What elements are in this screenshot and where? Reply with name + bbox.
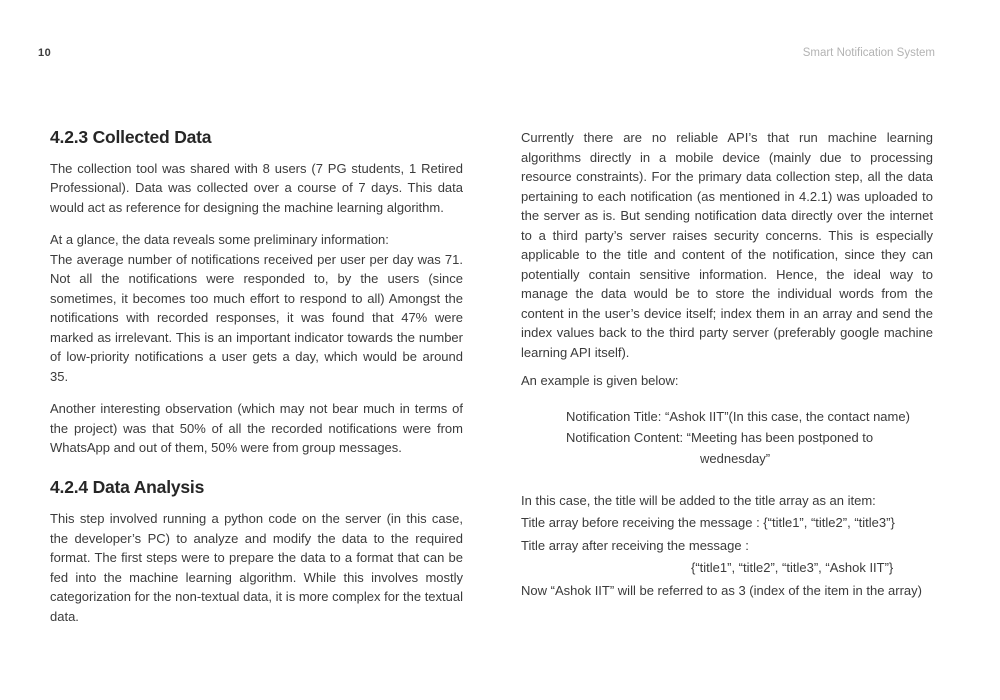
paragraph-whatsapp-observation: Another interesting observation (which may not bear much in terms of the project) was that 50% of all the recorded notifications were from WhatsApp and out of them, 50% were from group messages.: [50, 401, 463, 455]
title-array-before-line: Title array before receiving the message : {“title1”, “title2”, “title3”}: [521, 515, 895, 530]
paragraph-average-notifications: The average number of notifications received per user per day was 71. Not all the notifications were responded to, by the users (since sometimes, it becomes too much effort to respond to all) Amongst the notifications with recorded responses, it was found that 47% were marked as irrelevant. This is an important indicator towards the number of low-priority notifications a user gets a day, which would be around 35.: [50, 251, 463, 384]
title-array-explanation-block: [521, 490, 933, 603]
paragraph-collection-tool: The collection tool was shared with 8 users (7 PG students, 1 Retired Professional). Data was collected over a course of 7 days. This data would act as reference for designing the machine learning algorithm.: [50, 160, 463, 215]
index-reference-note: Now “Ashok IIT” will be referred to as 3 (index of the item in the array): [521, 582, 922, 598]
section-heading-collected-data: 4.2.3 Collected Data: [50, 127, 212, 147]
section-heading-data-analysis: 4.2.4 Data Analysis: [50, 476, 205, 497]
paragraph-example-intro: An example is given below:: [521, 373, 679, 388]
right-column: [521, 128, 933, 639]
notification-example-block: [566, 406, 933, 469]
case-explanation-line: In this case, the title will be added to the title array as an item:: [521, 492, 876, 508]
example-notification-content-line1: Notification Content: “Meeting has been postponed to: [566, 429, 874, 445]
left-column: [50, 128, 463, 639]
paragraph-python-analysis: This step involved running a python code on the server (in this case, the developer’s PC) to analyze and modify the data to the required format. The first steps were to prepare the data to a format that can be fed into the machine learning algorithm. While this involves mostly categorization for the non-textual data, it is more complex for the textual data.: [50, 511, 463, 624]
example-notification-title: Notification Title: “Ashok IIT”(In this case, the contact name): [566, 408, 910, 424]
example-notification-content-line2: wednesday”: [700, 450, 771, 466]
running-header-title: Smart Notification System: [802, 47, 935, 59]
paragraph-at-a-glance-intro: At a glance, the data reveals some preliminary information:: [50, 232, 389, 247]
two-column-layout: [50, 128, 933, 639]
title-array-after-label: Title array after receiving the message :: [521, 537, 749, 553]
title-array-after-value: {“title1”, “title2”, “title3”, “Ashok IIT”}: [691, 560, 894, 575]
page-number: 10: [38, 47, 52, 59]
paragraph-api-security: Currently there are no reliable API’s that run machine learning algorithms directly in a mobile device (mainly due to processing resource constraints). For the primary data collection step, all the data pertaining to each notification (as mentioned in 4.2.1) was uploaded to the server as is. But sending notification data directly over the internet to a third party’s server raises security concerns. This is especially applicable to the title and content of the notification, since they can potentially contain sensitive information. Hence, the ideal way to manage the data would be to store the individual words from the content in the user’s device itself; index them in an array and send the index values back to the third party server (preferably google machine learning API itself).: [521, 130, 933, 360]
